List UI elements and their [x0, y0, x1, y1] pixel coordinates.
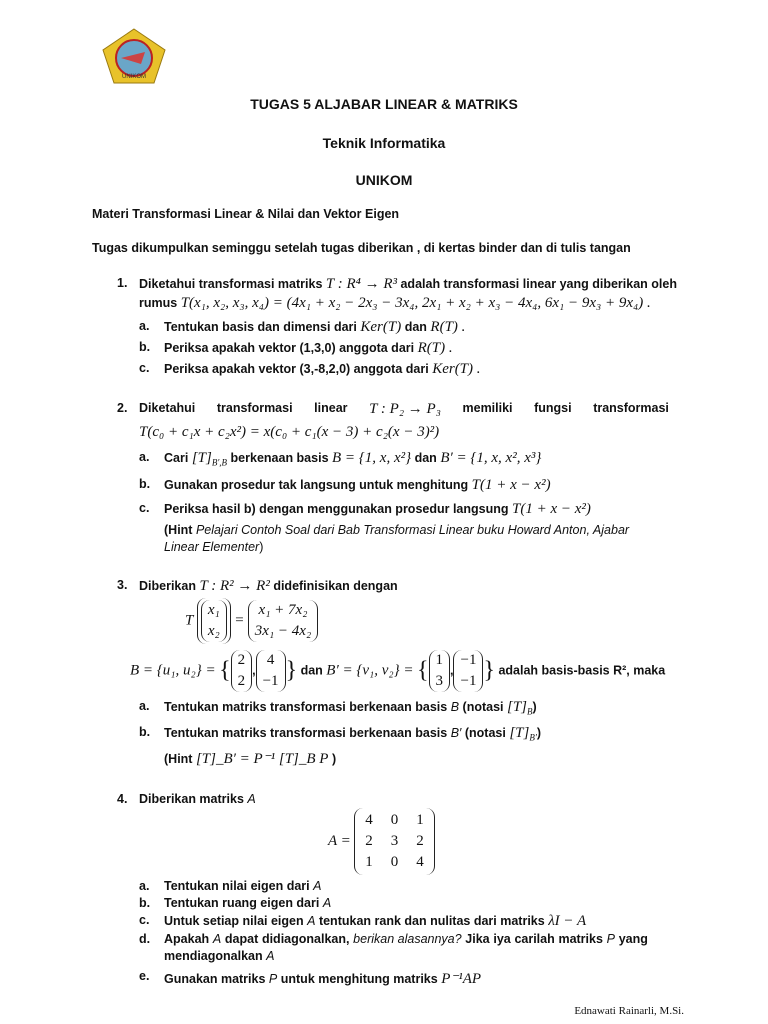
text: Gunakan prosedur tak langsung untuk menghitung — [164, 478, 469, 492]
vector-u2 — [256, 650, 286, 692]
paren: ) — [331, 752, 337, 766]
q1-a — [139, 319, 466, 336]
entry: 0 — [390, 812, 399, 828]
equals: = — [234, 612, 245, 629]
q3-definition — [185, 598, 318, 644]
text: A — [247, 792, 256, 806]
q3-bases: B = {u₁, u₂} = { 2 2 , 4 −1 } dan B′ = {v₁, v₂} = { 1 3 , −1 −1 } adalah basis-basis R², maka — [130, 650, 665, 692]
text: Gunakan matriks — [164, 972, 266, 986]
math: T — [185, 612, 194, 629]
brace: } — [285, 657, 298, 684]
q4-c — [139, 913, 587, 930]
q1-b — [139, 340, 453, 357]
math: A = — [328, 832, 351, 849]
q2-b — [139, 477, 551, 494]
math: R(T) . — [430, 319, 466, 335]
text: Cari — [164, 451, 189, 465]
text: dan — [414, 451, 437, 465]
vector-v1 — [429, 650, 451, 692]
word: Jika — [465, 932, 490, 946]
entry: 4 — [266, 652, 275, 668]
math: R(T) . — [417, 340, 453, 356]
instruction: Tugas dikumpulkan seminggu setelah tugas diberikan , di kertas binder dan di tulis tangan — [92, 241, 631, 255]
math: λI − A — [548, 913, 587, 929]
text: Tentukan ruang eigen dari — [164, 896, 320, 910]
text: dan — [404, 320, 427, 334]
q1-text: Diketahui transformasi matriks — [139, 277, 323, 291]
text: didefinisikan dengan — [273, 579, 398, 593]
q2-a — [139, 450, 542, 468]
text: (notasi — [464, 726, 506, 740]
text: P — [268, 972, 278, 986]
entry: −1 — [460, 652, 477, 668]
subscript: B′,B — [211, 457, 228, 468]
label: a. — [139, 450, 150, 464]
label: e. — [139, 969, 150, 983]
label: b. — [139, 896, 151, 910]
hint-label: (Hint — [164, 752, 193, 766]
q3-number: 3. — [117, 578, 128, 592]
output-vector — [248, 600, 318, 642]
label: b. — [139, 725, 151, 739]
math: B = {u₁, u₂} = — [130, 662, 216, 679]
label: b. — [139, 340, 151, 354]
math: T(1 + x − x²) — [512, 501, 591, 517]
word: memiliki — [462, 401, 513, 415]
label: a. — [139, 879, 150, 893]
text: untuk menghitung matriks — [280, 972, 438, 986]
word: transformasi — [216, 401, 293, 415]
q2-c — [139, 501, 591, 518]
text: A — [307, 914, 316, 928]
q1-c — [139, 361, 481, 378]
text: Tentukan matriks transformasi berkenaan basis — [164, 700, 448, 714]
q3-b — [139, 725, 542, 743]
entry: 4 — [365, 812, 373, 828]
entry: 1 — [416, 812, 424, 828]
text: Tentukan basis dan dimensi dari — [164, 320, 357, 334]
math: Ker(T) — [360, 319, 402, 335]
paren: ) — [259, 540, 264, 554]
math: [T] — [509, 725, 530, 741]
word: iya — [493, 932, 511, 946]
math: B′ = {1, x, x², x³} — [440, 450, 542, 466]
word: fungsi — [534, 401, 572, 415]
q2-line2 — [139, 424, 439, 441]
paren: ) — [532, 700, 537, 714]
q2-hint — [164, 523, 629, 537]
word: Diketahui — [139, 401, 196, 415]
document-title: TUGAS 5 ALJABAR LINEAR & MATRIKS — [250, 96, 518, 112]
label: c. — [139, 361, 150, 375]
entry: 3x₁ − 4x₂ — [254, 623, 312, 639]
entry: −1 — [262, 673, 279, 689]
q4-number: 4. — [117, 792, 128, 806]
q1-text2: adalah transformasi linear yang diberikan oleh — [400, 277, 677, 291]
entry: 2 — [237, 673, 246, 689]
text: tentukan rank dan nulitas dari matriks — [318, 914, 545, 928]
q4-d — [139, 932, 648, 946]
text: mendiagonalkan — [164, 949, 263, 963]
label: c. — [139, 501, 150, 515]
q1-line2 — [139, 295, 651, 312]
label: d. — [139, 932, 151, 946]
label: c. — [139, 913, 150, 927]
entry: −1 — [460, 673, 477, 689]
text: A — [266, 949, 275, 963]
q1-math: T : R⁴ → R³ — [325, 276, 397, 292]
q2-formula: T(c₀ + c₁x + c₂x²) = x(c₀ + c₁(x − 3) + c₂(x − 3)²) — [139, 424, 440, 440]
subscript: B — [527, 706, 533, 717]
math: P⁻¹AP — [441, 971, 482, 987]
math: T(1 + x − x²) — [471, 477, 551, 493]
math: B′ = {v₁, v₂} = — [326, 662, 414, 679]
text: dan — [300, 663, 323, 678]
hint-text: Pelajari Contoh Soal dari Bab Transformasi Linear buku Howard Anton, Ajabar — [195, 523, 630, 537]
q4-e — [139, 969, 482, 988]
math: T : R² → R² — [199, 578, 270, 594]
text: A — [313, 879, 322, 893]
word: matriks — [558, 932, 603, 946]
q4-a — [139, 879, 322, 893]
entry: 1 — [435, 652, 443, 668]
entry: 2 — [237, 652, 246, 668]
label: a. — [139, 699, 150, 713]
word: yang — [618, 932, 648, 946]
q4-b — [139, 896, 332, 910]
q1-formula: T(x₁, x₂, x₃, x₄) = (4x₁ + x₂ − 2x₃ − 3x₄, 2x₁ + x₂ + x₃ − 4x₄, 6x₁ − 9x₃ + 9x₄) . — [180, 295, 651, 311]
text: Diberikan matriks — [139, 792, 244, 806]
word: carilah — [514, 932, 555, 946]
text: berkenaan basis — [230, 451, 329, 465]
entry: 4 — [416, 854, 424, 870]
text: Tentukan nilai eigen dari — [164, 879, 310, 893]
paren: ) — [536, 726, 542, 740]
word: Apakah — [164, 932, 210, 946]
document-subtitle: Teknik Informatika — [322, 135, 446, 151]
q4-line1 — [117, 792, 256, 806]
q3-a — [139, 699, 537, 717]
text: B — [450, 700, 460, 714]
q4-d-2 — [164, 949, 274, 963]
matrix-a — [328, 808, 435, 875]
label: a. — [139, 319, 150, 333]
q2-line1 — [117, 401, 669, 418]
subscript: B′ — [529, 732, 537, 743]
math: Ker(T) . — [432, 361, 481, 377]
brace: { — [416, 657, 429, 684]
entry: 2 — [416, 833, 424, 849]
input-vector — [201, 600, 227, 642]
institution: UNIKOM — [355, 172, 413, 188]
text: Untuk setiap nilai eigen — [164, 914, 304, 928]
text: B′ — [450, 726, 462, 740]
text: Periksa apakah vektor (3,-8,2,0) anggota dari — [164, 362, 429, 376]
hint-text: Linear Elementer — [164, 540, 260, 554]
math: [T] — [507, 699, 528, 715]
entry: 1 — [365, 854, 373, 870]
text: A — [322, 896, 332, 910]
word: A — [212, 932, 222, 946]
word: dapat — [224, 932, 259, 946]
text: Periksa hasil b) dengan menggunakan prosedur langsung — [164, 502, 509, 516]
text: Diberikan — [139, 579, 196, 593]
q3-line1 — [117, 578, 398, 595]
word: berikan alasannya? — [353, 932, 462, 946]
q2-number: 2. — [117, 401, 128, 415]
word: didiagonalkan, — [261, 932, 350, 946]
entry: x₂ — [207, 623, 220, 639]
hint-label: (Hint — [164, 523, 193, 537]
vector-v2 — [453, 650, 483, 692]
text: Tentukan matriks transformasi berkenaan basis — [164, 726, 448, 740]
entry: 2 — [365, 833, 373, 849]
q1-rumus: rumus — [139, 296, 178, 310]
label: b. — [139, 477, 151, 491]
brace: { — [219, 657, 231, 684]
matrix — [354, 808, 435, 875]
word: linear — [314, 401, 348, 415]
unikom-logo — [101, 28, 167, 84]
q2-hint-2 — [164, 540, 263, 554]
entry: 3 — [435, 673, 443, 689]
math: [T] — [191, 450, 212, 466]
entry: x₁ — [207, 602, 220, 618]
q1-line1 — [117, 276, 677, 293]
footer-author: Ednawati Rainarli, M.Si. — [574, 1005, 684, 1017]
entry: 0 — [390, 854, 399, 870]
word: transformasi — [593, 401, 669, 415]
entry: 3 — [390, 833, 399, 849]
entry: x₁ + 7x₂ — [258, 602, 308, 618]
brace: } — [483, 657, 495, 684]
math: T : P₂ → P₃ — [369, 401, 441, 417]
q1-number: 1. — [117, 276, 128, 290]
vector-u1 — [231, 650, 253, 692]
text: adalah basis-basis R², maka — [498, 663, 666, 678]
svg-text:UNIKOM: UNIKOM — [122, 74, 146, 80]
text: Periksa apakah vektor (1,3,0) anggota dari — [164, 341, 415, 355]
word: P — [606, 932, 615, 946]
math: [T]_B′ = P⁻¹ [T]_B P — [195, 751, 329, 767]
materi-heading: Materi Transformasi Linear & Nilai dan Vektor Eigen — [92, 207, 400, 221]
math: B = {1, x, x²} — [332, 450, 412, 466]
q3-hint — [164, 749, 336, 768]
text: (notasi — [462, 700, 504, 714]
